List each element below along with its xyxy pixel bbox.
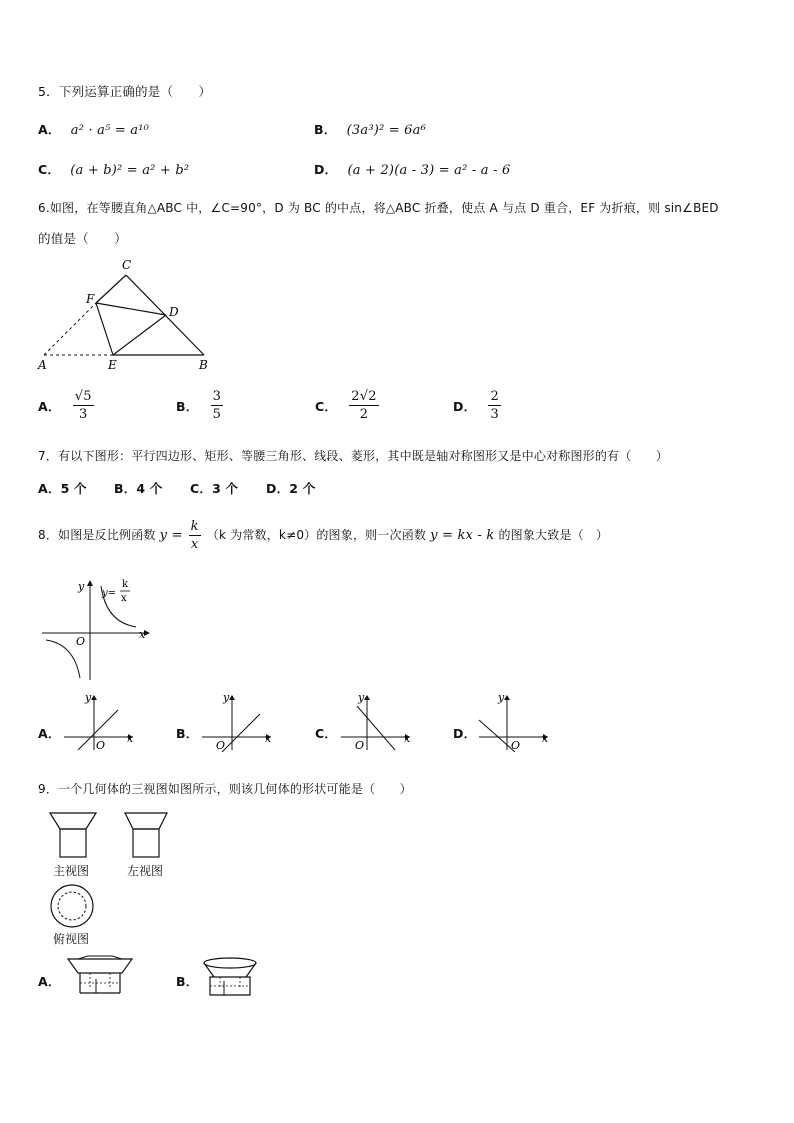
q5-option-d-label: D． (314, 162, 338, 177)
point-b: B (199, 358, 208, 372)
q8-stem-b: （k 为常数，k≠0）的图象，则一次函数 (206, 528, 427, 542)
point-a: A (38, 358, 47, 372)
q6-option-b-num: 3 (212, 389, 222, 404)
left-view-label: 左视图 (127, 864, 164, 878)
q9-stem: 9．一个几何体的三视图如图所示，则该几何体的形状可能是（ ） (38, 782, 412, 796)
q7-option-a: A．5 个 (38, 481, 87, 496)
svg-text:x: x (265, 732, 272, 745)
point-f: F (86, 292, 95, 306)
q8-func1-den: x (190, 537, 199, 552)
q6-option-d (453, 389, 503, 422)
q9-option-b-solid (200, 955, 260, 1000)
front-view-label: 主视图 (53, 864, 90, 878)
left-view-figure (123, 811, 173, 861)
svg-text:x: x (404, 732, 411, 745)
q5-option-b-expr: (3a³)² = 6a⁶ (346, 123, 427, 138)
q6-option-c-num: 2√2 (351, 389, 377, 404)
q5-option-d (314, 160, 510, 178)
svg-text:x: x (542, 732, 549, 745)
q8-axis-y: y (78, 580, 85, 593)
svg-text:y: y (498, 692, 505, 704)
q6-option-a-den: 3 (79, 407, 88, 422)
q5-option-a (38, 120, 149, 138)
q9-option-a-solid (66, 955, 136, 1000)
point-e: E (108, 358, 117, 372)
q6-option-c (315, 389, 381, 422)
q7-option-d: D．2 个 (266, 481, 316, 496)
q8-stem-a: 8．如图是反比例函数 (38, 528, 156, 542)
q5-option-c-label: C． (38, 162, 61, 177)
svg-text:O: O (355, 739, 365, 752)
q8-hyperbola-graph (38, 574, 158, 684)
q6-option-b-label: B． (176, 398, 199, 414)
q8-option-a-graph (60, 692, 140, 752)
q8-origin: O (76, 635, 86, 648)
q6-option-d-label: D． (453, 398, 477, 414)
q8-option-c-graph (337, 692, 417, 752)
q6-option-b (176, 389, 225, 422)
q6-option-d-den: 3 (490, 407, 499, 422)
q5-option-b (314, 120, 426, 138)
q7-option-c: C．3 个 (190, 481, 239, 496)
q6-stem-line1: 6.如图，在等腰直角△ABC 中，∠C=90°，D 为 BC 的中点，将△ABC 折叠，使点 A 与点 D 重合，EF 为折痕，则 sin∠BED (38, 201, 719, 215)
q6-stem-line2: 的值是（ ） (38, 231, 127, 246)
q5-stem: 5．下列运算正确的是（ ） (38, 84, 212, 99)
q6-option-b-den: 5 (212, 407, 222, 422)
q6-option-a (38, 389, 96, 422)
q8-option-d-label: D． (453, 726, 477, 741)
q5-option-b-label: B． (314, 122, 337, 137)
q7-option-b: B．4 个 (114, 481, 163, 496)
q8-option-d-graph (475, 692, 555, 752)
q8-option-c-label: C． (315, 726, 338, 741)
q8-graph-func-num: k (122, 579, 129, 590)
svg-text:O: O (511, 739, 521, 752)
svg-text:x: x (127, 732, 134, 745)
q8-option-a-label: A． (38, 726, 61, 741)
top-view-label: 俯视图 (53, 932, 90, 946)
q8-stem-c: 的图象大致是（ ） (498, 528, 609, 542)
q6-option-a-num: √5 (74, 389, 92, 404)
q7-stem: 7．有以下图形：平行四边形、矩形、等腰三角形、线段、菱形，其中既是轴对称图形又是中心对称图形的有（ ） (38, 449, 669, 463)
q8-func1-num: k (190, 519, 199, 534)
q5-option-a-expr: a² · a⁵ = a¹⁰ (70, 123, 150, 138)
q8-graph-func-den: x (121, 593, 127, 604)
q6-option-d-num: 2 (490, 389, 499, 404)
top-view-figure (48, 884, 98, 934)
point-d: D (169, 305, 179, 319)
q6-option-c-den: 2 (359, 407, 369, 422)
q9-option-b-label: B． (176, 974, 199, 989)
q8-func1-lhs: y = (159, 528, 183, 543)
q8-option-b-label: B． (176, 726, 199, 741)
q8-option-b-graph (198, 692, 278, 752)
point-c: C (122, 258, 132, 272)
front-view-figure (48, 811, 98, 861)
q6-option-a-label: A． (38, 398, 61, 414)
q6-triangle-figure (36, 255, 216, 375)
q5-option-c-expr: (a + b)² = a² + b² (70, 163, 190, 178)
svg-text:y: y (358, 692, 365, 704)
q5-option-c (38, 160, 189, 178)
q9-option-a-label: A． (38, 974, 61, 989)
q8-axis-x: x (139, 628, 146, 641)
svg-text:y: y (223, 692, 230, 704)
q6-option-c-label: C． (315, 398, 338, 414)
q5-option-a-label: A． (38, 122, 61, 137)
svg-text:O: O (96, 739, 106, 752)
svg-text:y: y (85, 692, 92, 704)
q8-func2: y = kx - k (430, 528, 495, 543)
q8-graph-func-lhs: y= (102, 588, 117, 599)
q8-stem (38, 519, 608, 552)
q5-option-d-expr: (a + 2)(a - 3) = a² - a - 6 (347, 163, 511, 178)
svg-text:O: O (216, 739, 226, 752)
